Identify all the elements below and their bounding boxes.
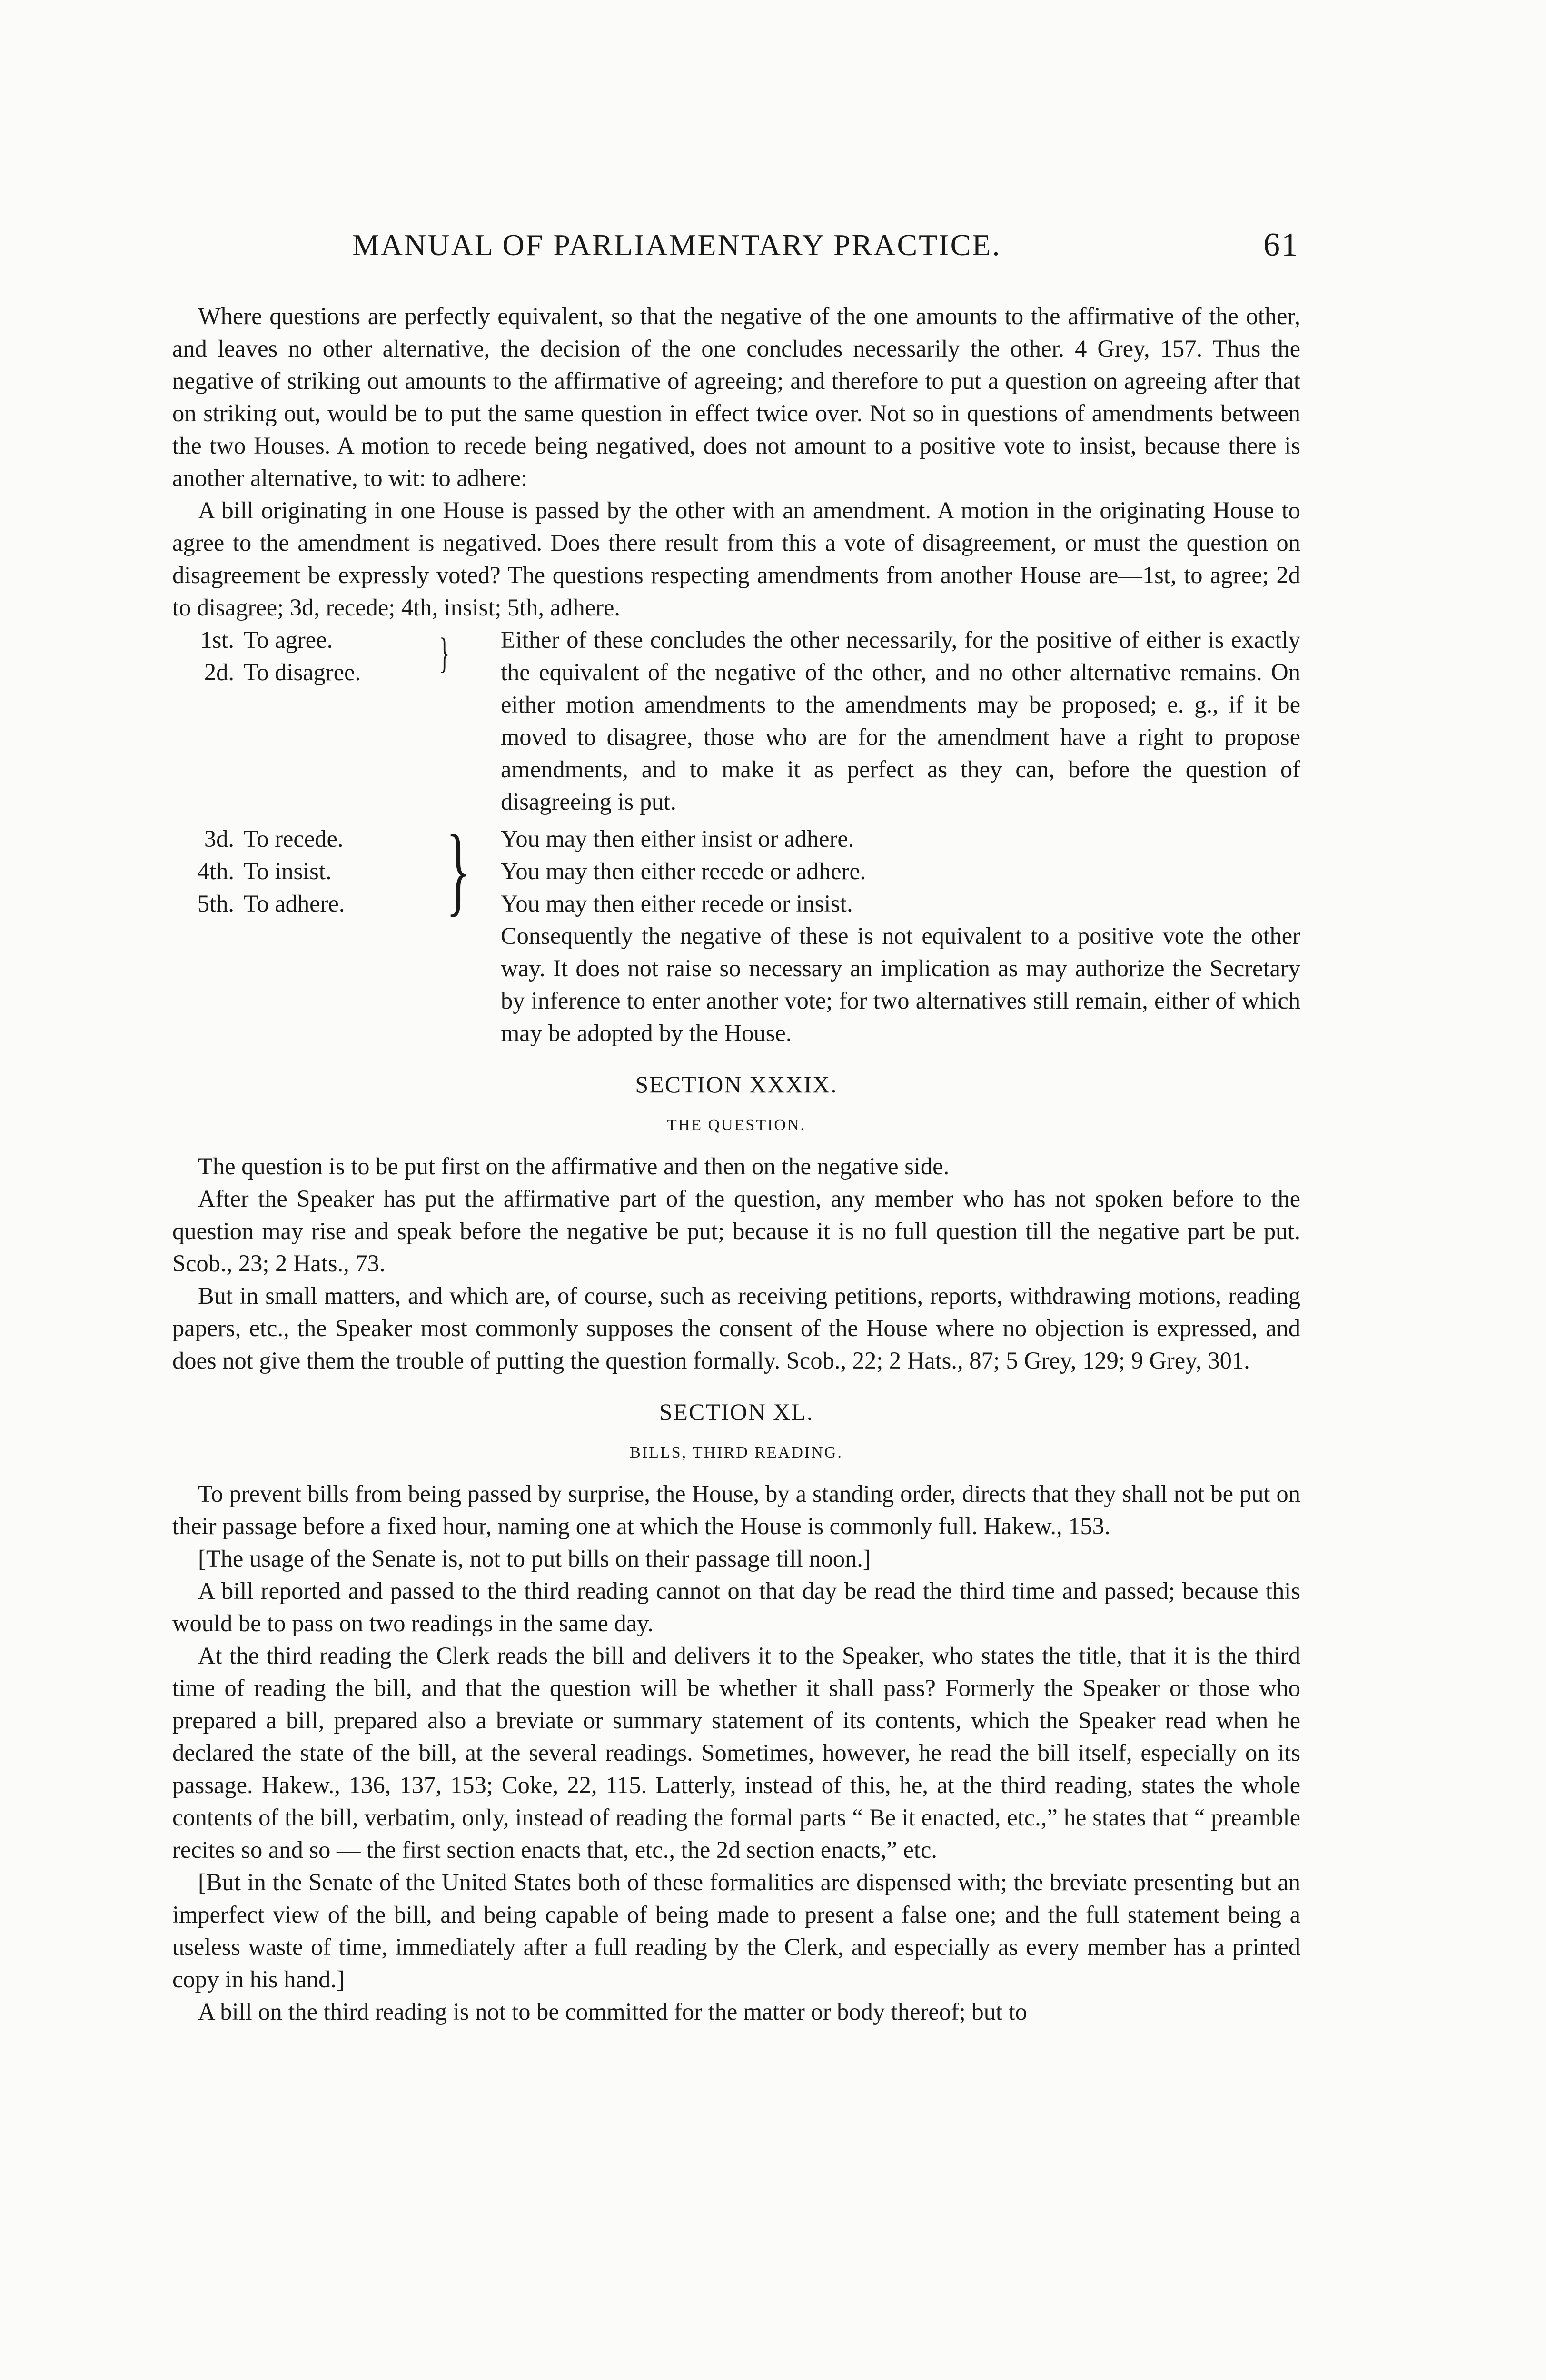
paragraph: [But in the Senate of the United States both of these formalities are dispensed with; the breviate presenting but an imperfect view of the bill, and being capable of being made to present a false one; and the full statement being a useless waste of time, immediately after a full reading by the Clerk, and especially as every member has a printed copy in his hand.] xyxy=(172,1869,1300,1993)
running-header xyxy=(352,224,1299,267)
paragraph: To prevent bills from being passed by surprise, the House, by a standing order, directs that they shall not be put on their passage before a fixed hour, naming one at which the House is commonly full. Hakew., 153. xyxy=(172,1480,1300,1539)
brace: } xyxy=(439,630,450,677)
paragraph: After the Speaker has put the affirmative part of the question, any member who has not spoken before to the question may rise and speak before the negative be put; because it is no full question till the negative part be put. Scob., 23; 2 Hats., 73. xyxy=(172,1185,1300,1277)
option-label: To disagree. xyxy=(244,659,361,685)
section-title: SECTION XXXIX. xyxy=(635,1071,838,1098)
option-ordinal: 1st. xyxy=(200,626,234,653)
paragraph: A bill originating in one House is passed by the other with an amendment. A motion in the originating House to agree to the amendment is negatived. Does there result from this a vote of disagreement, or must the question on disagreement be expressly voted? The questions respecting amendments from another House are—1st, to agree; 2d to disagree; 3d, recede; 4th, insist; 5th, adhere. xyxy=(172,497,1300,621)
option-result: You may then either insist or adhere. xyxy=(501,825,854,852)
section-title: SECTION XL. xyxy=(659,1398,814,1425)
paragraph: Where questions are perfectly equivalent, so that the negative of the one amounts to the affirmative of the other, and leaves no other alternative, the decision of the one concludes necessarily the other. 4 Grey, 157. Thus the negative of striking out amounts to the affirmative of agreeing; and therefore to put a question on agreeing after that on striking out, would be to put the same question in effect twice over. Not so in questions of amendments between the two Houses. A motion to recede being negatived, does not amount to a positive vote to insist, because there is another alternative, to wit: to adhere: xyxy=(172,303,1300,491)
option-result: You may then either recede or adhere. xyxy=(501,858,866,884)
option-ordinal: 5th. xyxy=(197,890,234,917)
paragraph: [The usage of the Senate is, not to put bills on their passage till noon.] xyxy=(198,1545,871,1572)
section-subtitle: THE QUESTION. xyxy=(666,1116,806,1134)
option-explanation: Either of these concludes the other necessarily, for the positive of either is exactly the equivalent of the negative of the other, and no other alternative remains. On either motion amendments to the amendments may be proposed; e. g., if it be moved to disagree, those who are for the amendment have a right to propose amendments, and to make it as perfect as they can, before the question of disagreeing is put. xyxy=(501,626,1300,815)
option-label: To recede. xyxy=(244,825,344,852)
brace: } xyxy=(446,815,470,925)
paragraph: But in small matters, and which are, of course, such as receiving petitions, reports, withdrawing motions, reading papers, etc., the Speaker most commonly supposes the consent of the House where no objection is expressed, and does not give them the trouble of putting the question formally. Scob., 22; 2 Hats., 87; 5 Grey, 129; 9 Grey, 301. xyxy=(172,1282,1300,1374)
option-label: To insist. xyxy=(244,858,332,884)
options-table-recede-insist-adhere xyxy=(172,815,1300,1049)
paragraph: A bill reported and passed to the third reading cannot on that day be read the third time and passed; because this would be to pass on two readings in the same day. xyxy=(172,1577,1300,1636)
section-subtitle: BILLS, THIRD READING. xyxy=(630,1444,843,1461)
paragraph: The question is to be put first on the affirmative and then on the negative side. xyxy=(198,1153,950,1180)
options-table-agree-disagree xyxy=(172,624,1300,818)
option-label: To adhere. xyxy=(244,890,345,917)
page-number: 61 xyxy=(1263,227,1299,263)
option-conclusion: Consequently the negative of these is not equivalent to a positive vote the other way. It does not raise so necessary an implication as may authorize the Secretary by inference to enter another vote; for two alternatives still remain, either of which may be adopted by the House. xyxy=(501,922,1300,1046)
paragraph: A bill on the third reading is not to be committed for the matter or body thereof; but to xyxy=(198,1998,1027,2025)
running-title: MANUAL OF PARLIAMENTARY PRACTICE. xyxy=(352,228,1001,262)
option-result: You may then either recede or insist. xyxy=(501,890,853,917)
page-body xyxy=(172,300,1300,2028)
options-labels xyxy=(172,823,420,1049)
options-labels xyxy=(172,624,420,818)
option-results xyxy=(501,823,1300,1049)
paragraph: At the third reading the Clerk reads the bill and delivers it to the Speaker, who states the title, that it is the third time of reading the bill, and that the question will be whether it shall pass? Formerly the Speaker or those who prepared a bill, prepared also a breviate or summary statement of its contents, which the Speaker read when he declared the state of the bill, at the several readings. Sometimes, however, he read the bill itself, especially on its passage. Hakew., 136, 137, 153; Coke, 22, 115. Latterly, instead of this, he, at the third reading, states the whole contents of the bill, verbatim, only, instead of reading the formal parts “ Be it enacted, etc.,” he states that “ preamble recites so and so — the first section enacts that, etc., the 2d section enacts,” etc. xyxy=(172,1642,1300,1863)
option-ordinal: 2d. xyxy=(204,659,234,685)
option-label: To agree. xyxy=(244,626,333,653)
option-ordinal: 3d. xyxy=(204,825,234,852)
option-ordinal: 4th. xyxy=(197,858,234,884)
